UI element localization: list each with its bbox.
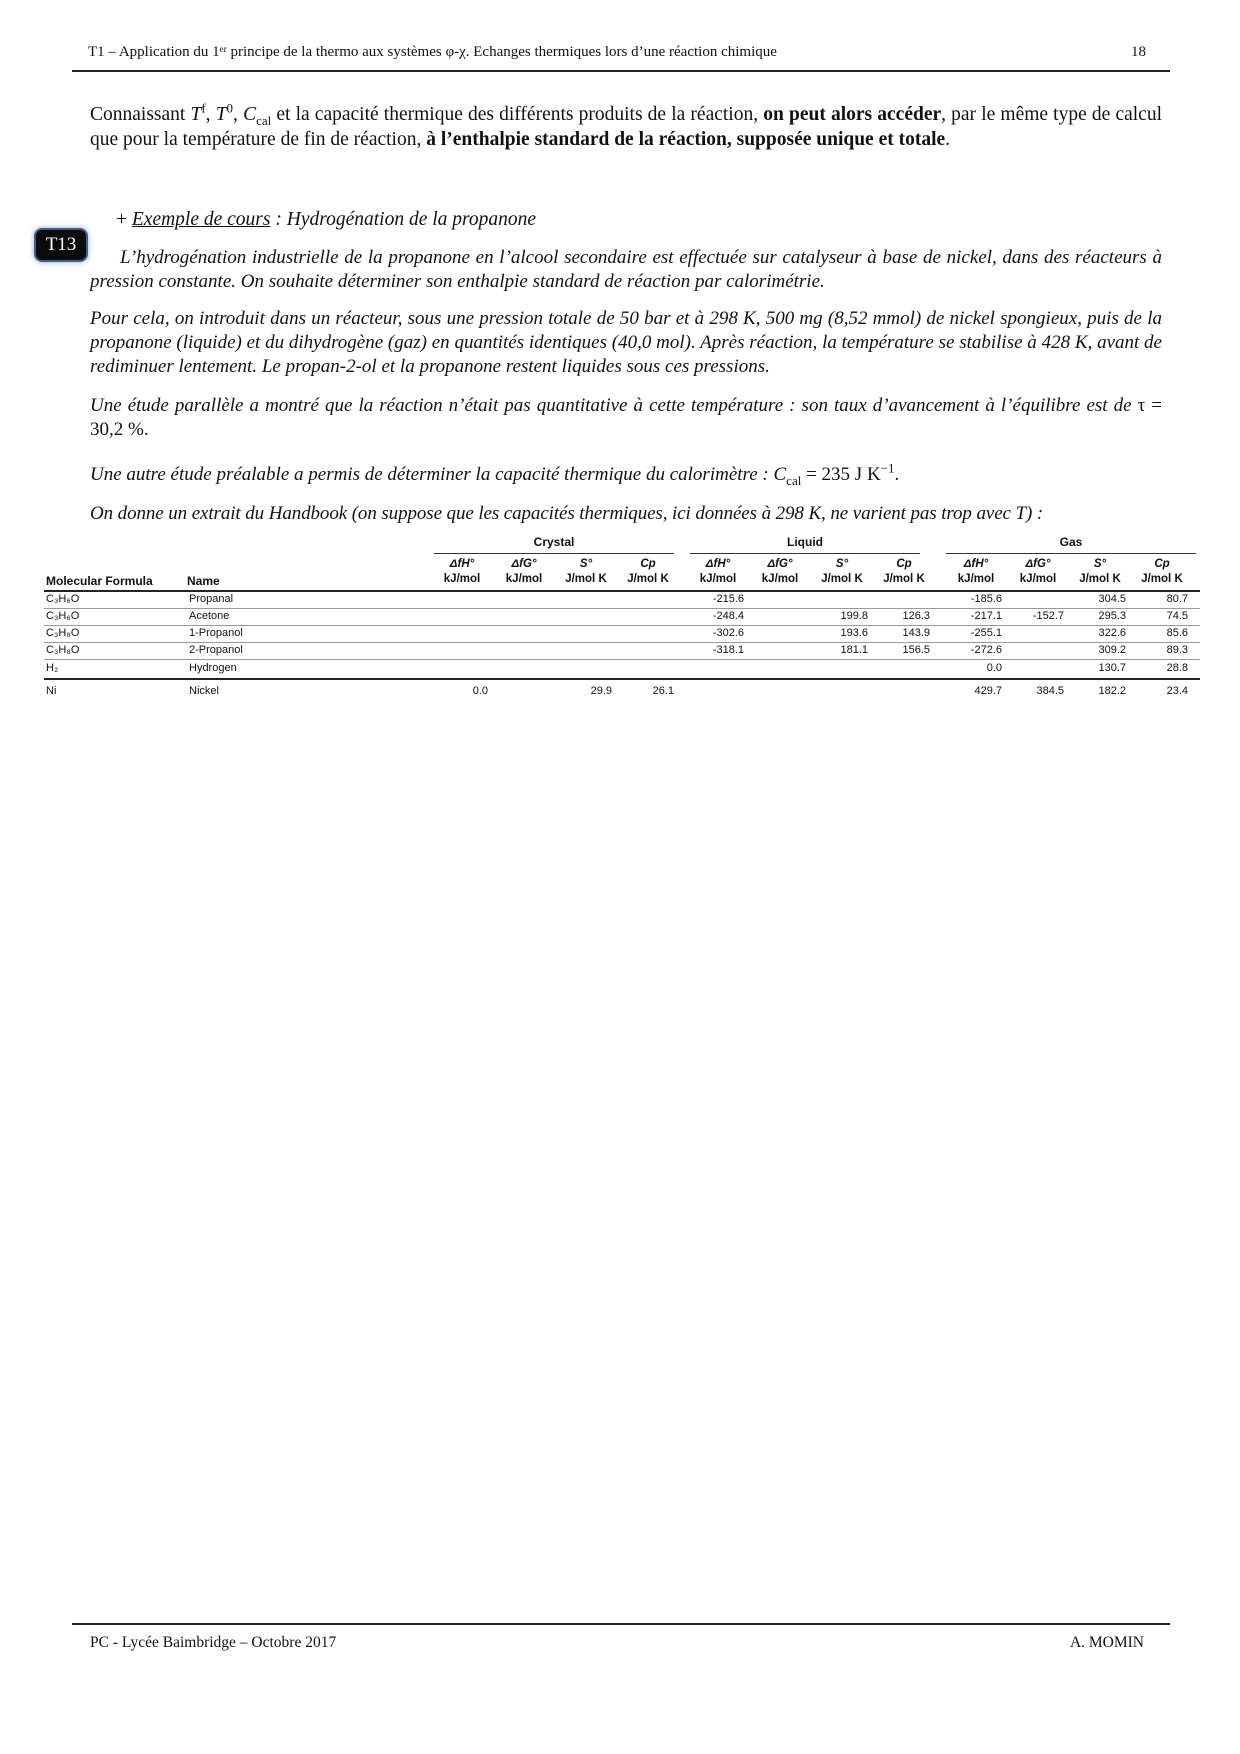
intro-sep-1: , — [205, 104, 216, 125]
col-unit: kJ/mol — [1019, 573, 1057, 585]
row-value: -217.1 — [970, 610, 1002, 622]
col-header-formula: Molecular Formula — [46, 574, 153, 588]
row-value: 26.1 — [652, 685, 674, 697]
row-value: 156.5 — [902, 644, 930, 656]
row-name: 1-Propanol — [189, 627, 243, 639]
row-value: -302.6 — [712, 627, 744, 639]
table-col-header — [748, 557, 812, 587]
table-row — [44, 591, 1200, 607]
col-unit: J/mol K — [1141, 573, 1183, 585]
symbol-Tf: T — [190, 104, 202, 125]
intro-text-1: Connaissant — [90, 104, 191, 125]
row-value: -248.4 — [712, 610, 744, 622]
table-group-line — [434, 553, 674, 554]
table-group-liquid: Liquid — [787, 535, 823, 549]
exercise-badge: T13 — [36, 230, 86, 260]
col-symbol: ΔfG° — [511, 558, 537, 570]
symbol-T0: T — [215, 104, 227, 125]
table-group-line — [690, 553, 920, 554]
row-value: 29.9 — [590, 685, 612, 697]
col-unit: kJ/mol — [957, 573, 995, 585]
row-value: 384.5 — [1036, 685, 1064, 697]
ccal-value: = 235 J K — [801, 464, 881, 485]
row-formula: C₃H₆O — [46, 610, 80, 622]
paragraph-1: L’hydrogénation industrielle de la propanone en l’alcool secondaire est effectuée sur catalyseur à base de nickel, dans des réacteurs à pression constante. On souhaite déterminer son enthalpie standard de réaction par calorimétrie. — [90, 247, 1162, 292]
row-value: 0.0 — [986, 662, 1002, 674]
footer-left: PC - Lycée Baimbridge – Octobre 2017 — [90, 1634, 337, 1651]
row-value: 295.3 — [1098, 610, 1126, 622]
table-row — [44, 660, 1200, 676]
col-unit: J/mol K — [565, 573, 607, 585]
col-symbol: Cp — [896, 558, 912, 570]
row-value: 80.7 — [1166, 593, 1188, 605]
intro-text-2: et la capacité thermique des différents produits de la réaction, — [271, 104, 764, 125]
row-value: 199.8 — [840, 610, 868, 622]
col-unit: kJ/mol — [699, 573, 737, 585]
table-col-header — [686, 557, 750, 587]
table-col-header — [872, 557, 936, 587]
ccal-unit-exponent: −1 — [880, 460, 895, 476]
row-value: 28.8 — [1166, 662, 1188, 674]
intro-text-3: , par le même type de calcul que pour la température de fin de réaction, — [90, 104, 1162, 150]
col-unit: kJ/mol — [443, 573, 481, 585]
col-symbol: Cp — [640, 558, 656, 570]
col-header-name: Name — [187, 574, 220, 588]
paragraph-4 — [90, 460, 1162, 488]
row-value: 130.7 — [1098, 662, 1126, 674]
footer-right: A. MOMIN — [1069, 1634, 1144, 1651]
table-col-header — [810, 557, 874, 587]
row-name: Propanal — [189, 593, 234, 605]
table-col-header — [1130, 557, 1194, 587]
col-symbol: S° — [1093, 558, 1107, 570]
table-row — [44, 625, 1200, 641]
row-formula: Ni — [46, 685, 57, 697]
row-value: 89.3 — [1166, 644, 1188, 656]
footer-divider — [72, 1623, 1170, 1625]
symbol-T0-superscript: 0 — [226, 100, 234, 116]
row-value: 193.6 — [840, 627, 868, 639]
symbol-Ccal-subscript: cal — [256, 112, 272, 128]
ccal-period: . — [894, 464, 900, 485]
row-name: Nickel — [189, 685, 219, 697]
header-divider — [72, 70, 1170, 72]
row-formula: H₂ — [46, 662, 59, 674]
col-symbol: ΔfG° — [767, 558, 793, 570]
row-value: -215.6 — [712, 593, 744, 605]
col-symbol: S° — [579, 558, 593, 570]
col-symbol: S° — [835, 558, 849, 570]
row-value: 126.3 — [902, 610, 930, 622]
example-plus: + — [116, 209, 132, 230]
col-unit: J/mol K — [821, 573, 863, 585]
table-rule-hydrogen — [44, 678, 1200, 680]
col-symbol: Cp — [1154, 558, 1170, 570]
table-row — [44, 642, 1200, 658]
header-title: T1 – Application du 1ᵉʳ principe de la thermo aux systèmes φ-χ. Echanges thermiques lors d’une réaction chimique — [88, 44, 777, 60]
row-name: 2-Propanol — [189, 644, 243, 656]
row-value: -272.6 — [970, 644, 1002, 656]
paragraph-4-text: Une autre étude préalable a permis de déterminer la capacité thermique du calorimètre : — [90, 464, 774, 485]
row-value: -318.1 — [712, 644, 744, 656]
row-formula: C₃H₈O — [46, 644, 80, 656]
row-formula: C₃H₈O — [46, 627, 80, 639]
row-value: 23.4 — [1166, 685, 1188, 697]
intro-bold-2: à l’enthalpie standard de la réaction, supposée unique et totale — [426, 129, 946, 150]
table-row — [44, 683, 1200, 699]
col-symbol: ΔfH° — [705, 558, 731, 570]
paragraph-5: On donne un extrait du Handbook (on suppose que les capacités thermiques, ici données à 298 K, ne varient pas trop avec T) : — [90, 503, 1044, 524]
page-number: 18 — [1131, 44, 1146, 60]
row-value: 429.7 — [974, 685, 1002, 697]
row-value: -185.6 — [970, 593, 1002, 605]
row-value: 85.6 — [1166, 627, 1188, 639]
row-value: 143.9 — [902, 627, 930, 639]
row-name: Hydrogen — [189, 662, 237, 674]
table-group-line — [946, 553, 1196, 554]
row-value: 304.5 — [1098, 593, 1126, 605]
intro-period: . — [945, 129, 951, 150]
table-col-header — [944, 557, 1008, 587]
example-title: : Hydrogénation de la propanone — [270, 209, 537, 230]
row-formula: C₃H₆O — [46, 593, 80, 605]
col-unit: J/mol K — [883, 573, 925, 585]
table-row — [44, 608, 1200, 624]
example-heading — [116, 209, 536, 231]
row-value: -152.7 — [1032, 610, 1064, 622]
row-value: 322.6 — [1098, 627, 1126, 639]
col-unit: J/mol K — [1079, 573, 1121, 585]
row-value: 309.2 — [1098, 644, 1126, 656]
tau-value: τ = 30,2 %. — [90, 395, 1162, 440]
col-symbol: ΔfH° — [449, 558, 475, 570]
paragraph-2: Pour cela, on introduit dans un réacteur, sous une pression totale de 50 bar et à 298 K, 500 mg (8,52 mmol) de nickel spongieux, puis de la propanone (liquide) et du dihydrogène (gaz) en quantités identiques (40,0 mol). Après réaction, la température se stabilise à 428 K, avant de rediminuer lentement. Le propan-2-ol et la propanone restent liquides sous ces pressions. — [90, 308, 1162, 377]
table-col-header — [616, 557, 680, 587]
symbol-Ccal: C — [243, 104, 257, 125]
intro-paragraph — [90, 102, 1162, 152]
table-col-header — [554, 557, 618, 587]
row-value: 0.0 — [472, 685, 488, 697]
intro-sep-2: , — [233, 104, 244, 125]
table-col-header — [492, 557, 556, 587]
row-value: 182.2 — [1098, 685, 1126, 697]
row-value: 181.1 — [840, 644, 868, 656]
table-col-header — [1068, 557, 1132, 587]
col-unit: kJ/mol — [761, 573, 799, 585]
col-symbol: ΔfG° — [1025, 558, 1051, 570]
col-unit: J/mol K — [627, 573, 669, 585]
row-value: 74.5 — [1166, 610, 1188, 622]
intro-bold-1: on peut alors accéder — [763, 104, 942, 125]
col-unit: kJ/mol — [505, 573, 543, 585]
col-symbol: ΔfH° — [963, 558, 989, 570]
paragraph-3 — [90, 394, 1162, 442]
paragraph-3-text: Une étude parallèle a montré que la réaction n’était pas quantitative à cette température : son taux d’avancement à l’équilibre est de — [90, 395, 1138, 416]
symbol-Ccal-2-subscript: cal — [786, 472, 802, 488]
table-col-header — [430, 557, 494, 587]
symbol-Ccal-2: C — [773, 464, 787, 485]
row-value: -255.1 — [970, 627, 1002, 639]
row-name: Acetone — [189, 610, 230, 622]
table-group-gas: Gas — [1059, 535, 1083, 549]
symbol-Tf-superscript: f — [201, 100, 206, 116]
example-label: Exemple de cours — [131, 209, 271, 230]
table-col-header — [1006, 557, 1070, 587]
table-group-crystal: Crystal — [533, 535, 575, 549]
